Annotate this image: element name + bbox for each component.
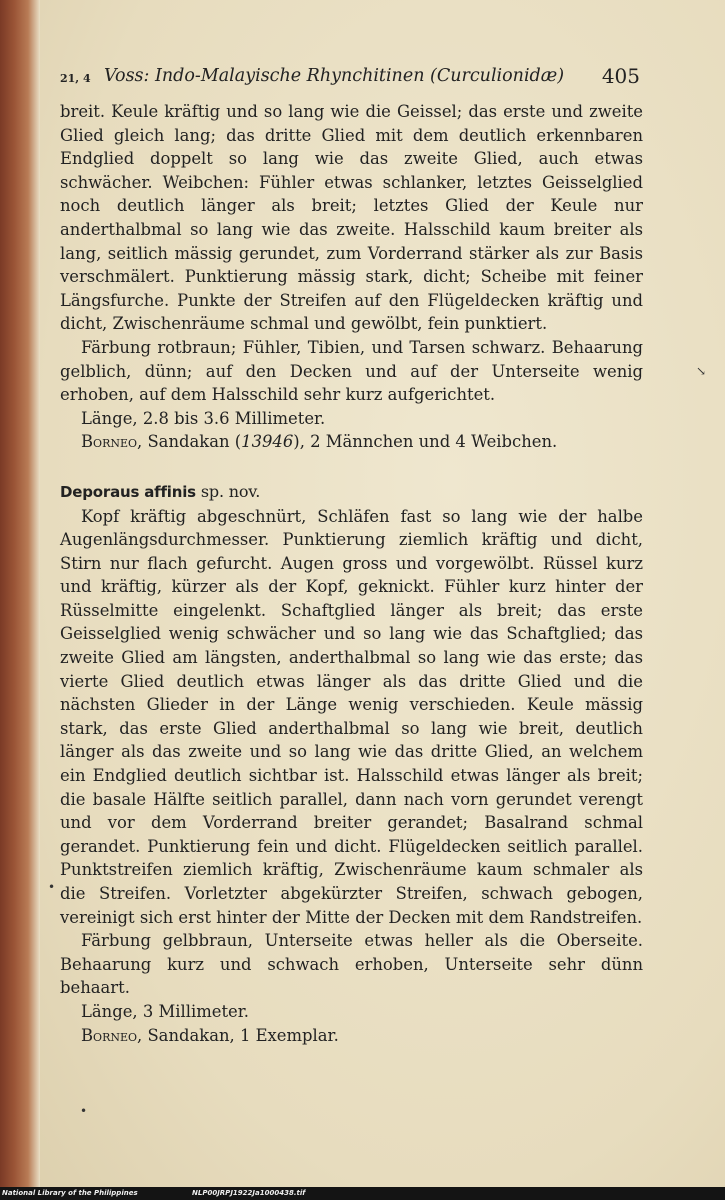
species-status: sp. nov. <box>200 481 261 501</box>
section-gap <box>60 454 643 480</box>
footer-library-name: National Library of the Philippines <box>2 1189 138 1197</box>
page-number: 405 <box>601 64 640 88</box>
paragraph-species-coloration: Färbung gelbbraun, Unterseite etwas heller als die Oberseite. Behaarung kurz und schwach erhoben, Unterseite sehr dünn behaart. <box>60 931 643 998</box>
stray-dot: • <box>48 880 56 894</box>
locality-country: Borneo <box>81 432 138 452</box>
paragraph-description-continued: breit. Keule kräftig und so lang wie die Geissel; das erste und zweite Glied gleich lang; das dritte Glied mit dem deutlich erkennbaren Endglied doppelt so lang wie das zweite Glied, auch etwas schwächer. Weibchen: Fühler etwas schlanker, letztes Geisselglied noch deutlich länger als breit; letztes Glied der Keule nur anderthalbmal so lang wie das zweite. Halsschild kaum breiter als lang, seitlich mässig gerundet, zum Vorderrand stärker als zur Basis verschmälert. Punktierung mässig stark, dicht; Scheibe mit feiner Längsfurche. Punkte der Streifen auf den Flügeldecken kräftig und dicht, Zwischenräume schmal und gewölbt, fein punktiert. <box>60 102 643 334</box>
running-header <box>60 66 640 90</box>
specimen-number: 13946 <box>241 432 294 452</box>
book-spine-edge <box>0 0 40 1200</box>
paragraph-length: Länge, 2.8 bis 3.6 Millimeter. <box>81 408 326 428</box>
species-locality-record: Borneo, Sandakan, 1 Exemplar. <box>81 1025 339 1045</box>
locality-record: Borneo, Sandakan (13946), 2 Männchen und 4 Weibchen. <box>81 432 558 452</box>
paragraph-species-description: Kopf kräftig abgeschnürt, Schläfen fast so lang wie der halbe Augenlängsdurchmesser. Punktierung ziemlich kräftig und dicht, Stirn nur flach gefurcht. Augen gross und vorgewölbt. Rüssel kurz und kräftig, kürzer als der Kopf, geknickt. Fühler kurz hinter der Rüsselmitte eingelenkt. Schaftglied länger als breit; das erste Geisselglied wenig schwächer und so lang wie das Schaftglied; das zweite Glied am längsten, anderthalbmal so lang wie das erste; das vierte Glied deutlich etwas länger als das dritte Glied und die nächsten Glieder in der Länge wenig verschieden. Keule mässig stark, das erste Glied anderthalbmal so lang wie breit, deutlich länger als das zweite und so lang wie das dritte Glied, an welchem ein Endglied deutlich sichtbar ist. Halsschild etwas länger als breit; die basale Hälfte seitlich parallel, dann nach vorn gerundet verengt und vor dem Vorderrand breiter gerandet; Basalrand schmal gerandet. Punktierung fein und dicht. Flügeldecken seitlich parallel. Punktstreifen ziemlich kräftig, Zwischenräume kaum schmaler als die Streifen. Vorletzter abgekürzter Streifen, schwach gebogen, vereinigt sich erst hinter der Mitte der Decken mit dem Randstreifen. <box>60 506 643 927</box>
running-title: Voss: Indo-Malayische Rhynchitinen (Curculionidæ) <box>104 66 565 86</box>
paragraph-species-length: Länge, 3 Millimeter. <box>81 1001 249 1021</box>
volume-number: 21, 4 <box>60 72 91 85</box>
article-body <box>60 100 643 1047</box>
species-heading <box>60 480 643 505</box>
species-name: Deporaus affinis <box>60 482 196 501</box>
locality-country: Borneo <box>81 1025 138 1045</box>
margin-mark: ↘ <box>696 364 707 378</box>
paragraph-coloration: Färbung rotbraun; Fühler, Tibien, und Tarsen schwarz. Behaarung gelblich, dünn; auf den Decken und auf der Unterseite wenig erhoben, auf dem Halsschild sehr kurz aufgerichtet. <box>60 337 643 405</box>
footer-file-id: NLP00JRPJ1922Ja1000438.tif <box>192 1189 306 1197</box>
stray-dot: • <box>80 1104 88 1118</box>
digitization-footer <box>0 1187 725 1200</box>
